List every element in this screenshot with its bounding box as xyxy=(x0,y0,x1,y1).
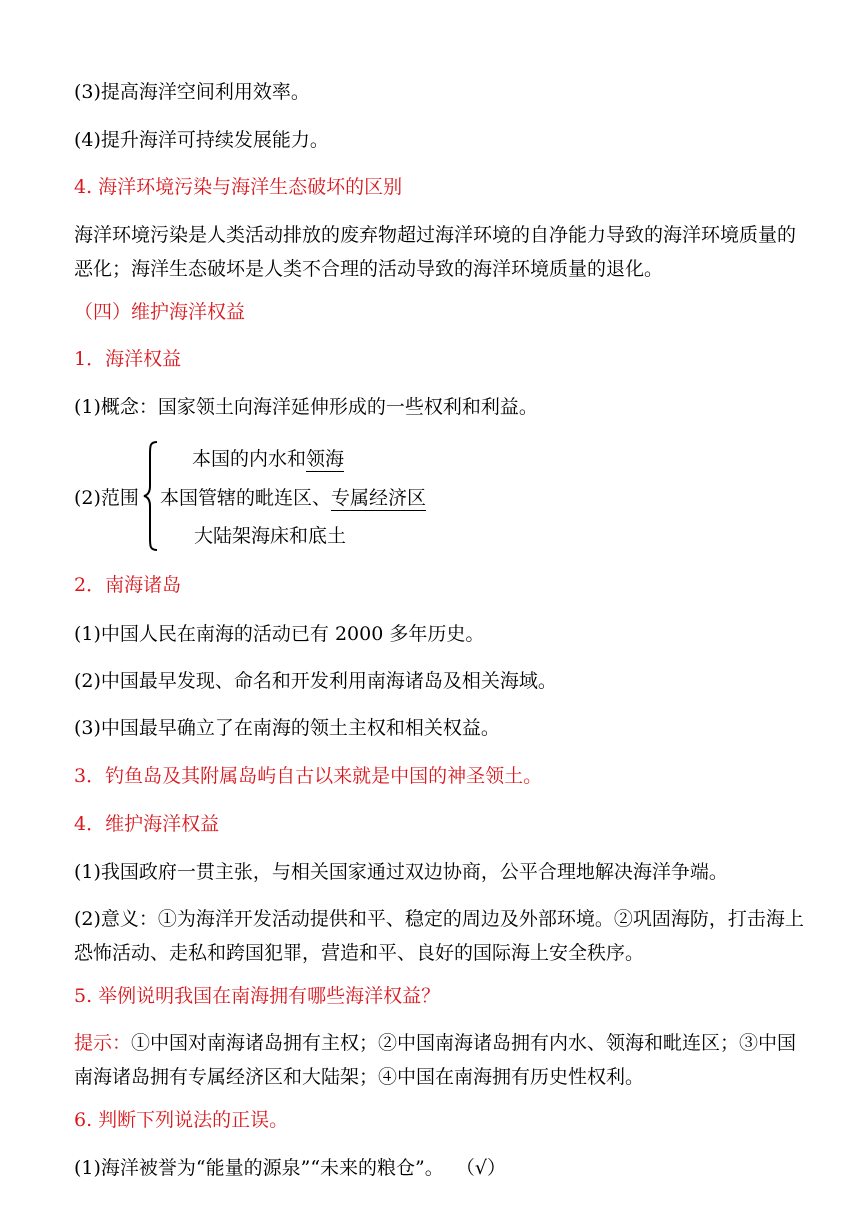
paragraph-significance: (2)意义：①为海洋开发活动提供和平、稳定的周边及外部环境。②巩固海防，打击海上恐怖活动、走私和跨国犯罪，营造和平、良好的国际海上安全秩序。 xyxy=(74,908,804,964)
line-south-1: (1)中国人民在南海的活动已有 2000 多年历史。 xyxy=(74,623,485,645)
paragraph-pollution-vs-damage: 海洋环境污染是人类活动排放的废弃物超过海洋环境的自净能力导致的海洋环境质量的恶化；海洋生态破坏是人类不合理的活动导致的海洋环境质量的退化。 xyxy=(74,224,797,280)
heading-question-6: 6. 判断下列说法的正误。 xyxy=(74,1109,289,1131)
scope-item-territorial-sea: 领海 xyxy=(306,448,345,470)
heading-maintain-rights: 4．维护海洋权益 xyxy=(74,813,220,835)
line-south-3: (3)中国最早确立了在南海的领土主权和相关权益。 xyxy=(74,717,500,739)
scope-item-contiguous-zone-text: 本国管辖的毗连区、 xyxy=(160,487,332,509)
line-3-efficiency: (3)提高海洋空间利用效率。 xyxy=(74,81,310,103)
judgement-1: (1)海洋被誉为“能量的源泉”“未来的粮仓”。 （√） xyxy=(74,1157,506,1179)
scope-item-inner-waters xyxy=(192,447,344,471)
line-maintain-1: (1)我国政府一贯主张，与相关国家通过双边协商，公平合理地解决海洋争端。 xyxy=(74,861,728,883)
heading-south-china-sea-islands: 2．南海诸岛 xyxy=(74,574,182,596)
scope-item-eez: 专属经济区 xyxy=(331,487,427,509)
hint-label: 提示： xyxy=(74,1032,132,1054)
heading-question-5: 5. 举例说明我国在南海拥有哪些海洋权益？ xyxy=(74,985,441,1007)
line-4-sustainable: (4)提升海洋可持续发展能力。 xyxy=(74,129,329,151)
scope-label: (2)范围 xyxy=(74,487,139,509)
scope-item-contiguous-zone xyxy=(160,486,426,510)
curly-brace xyxy=(141,440,161,552)
hint-text: ①中国对南海诸岛拥有主权；②中国南海诸岛拥有内水、领海和毗连区；③中国南海诸岛拥有专属经济区和大陆架；④中国在南海拥有历史性权利。 xyxy=(74,1032,797,1088)
heading-diaoyu-island: 3．钓鱼岛及其附属岛屿自古以来就是中国的神圣领土。 xyxy=(74,765,543,787)
heading-pollution-vs-damage: 4. 海洋环境污染与海洋生态破坏的区别 xyxy=(74,176,403,198)
line-concept: (1)概念：国家领土向海洋延伸形成的一些权利和利益。 xyxy=(74,396,538,418)
line-south-2: (2)中国最早发现、命名和开发利用南海诸岛及相关海域。 xyxy=(74,670,557,692)
section-title-maintain-rights: （四）维护海洋权益 xyxy=(74,301,246,323)
heading-ocean-rights: 1．海洋权益 xyxy=(74,348,182,370)
scope-item-continental-shelf: 大陆架海床和底土 xyxy=(194,525,347,547)
paragraph-hint xyxy=(74,1026,814,1094)
scope-item-inner-waters-text: 本国的内水和 xyxy=(192,448,307,470)
